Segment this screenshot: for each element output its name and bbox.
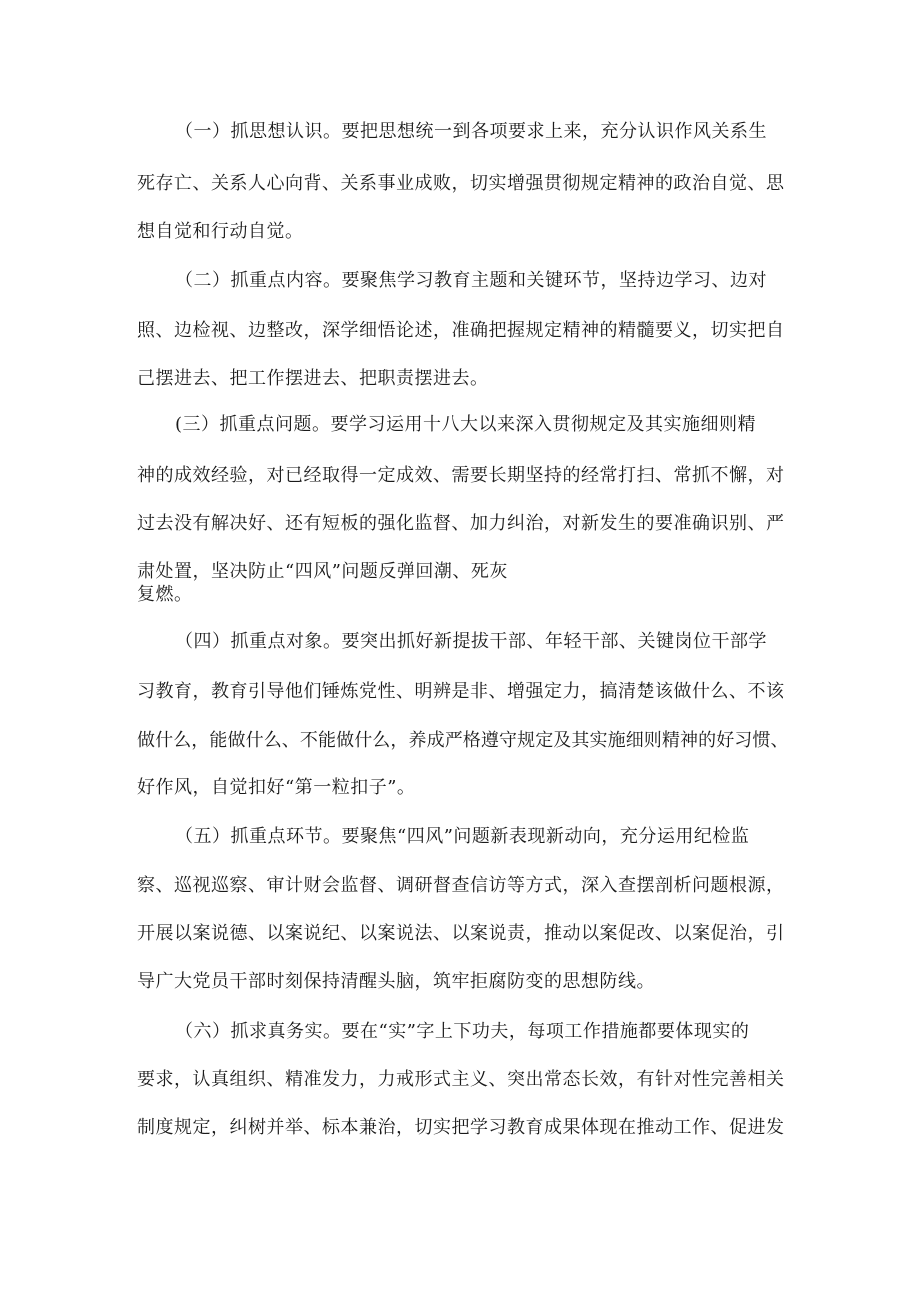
paragraph-4-line-2: 习教育，教育引导他们锤炼党性、明辨是非、增强定力，搞清楚该做什么、不该 <box>137 681 785 702</box>
paragraph-3-line-2: 神的成效经验，对已经取得一定成效、需要长期坚持的经常打扫、常抓不懈，对 <box>137 465 785 486</box>
paragraph-3-line-5: 复燃。 <box>137 584 193 605</box>
paragraph-1-line-1: （一）抓思想认识。要把思想统一到各项要求上来，充分认识作风关系生 <box>175 121 767 142</box>
paragraph-6-line-2: 要求，认真组织、精准发力，力戒形式主义、突出常态长效，有针对性完善相关 <box>137 1069 785 1090</box>
paragraph-4-line-3: 做什么，能做什么、不能做什么，养成严格遵守规定及其实施细则精神的好习惯、 <box>137 730 789 751</box>
paragraph-5-line-1: （五）抓重点环节。要聚焦“四风”问题新表现新动向，充分运用纪检监 <box>175 826 750 847</box>
paragraph-3-line-3: 过去没有解决好、还有短板的强化监督、加力纠治，对新发生的要准确识别、严 <box>137 513 785 534</box>
paragraph-5-line-4: 导广大党员干部时刻保持清醒头脑，筑牢拒腐防变的思想防线。 <box>137 971 655 992</box>
paragraph-5-line-3: 开展以案说德、以案说纪、以案说法、以案说责，推动以案促改、以案促治，引 <box>137 923 785 944</box>
paragraph-3-line-1: (三）抓重点问题。要学习运用十八大以来深入贯彻规定及其实施细则精 <box>175 414 757 435</box>
paragraph-6-line-1: （六）抓求真务实。要在“实”字上下功夫，每项工作措施都要体现实的 <box>175 1021 750 1042</box>
paragraph-2-line-2: 照、边检视、边整改，深学细悟论述，准确把握规定精神的精髓要义，切实把自 <box>137 320 785 341</box>
paragraph-5-line-2: 察、巡视巡察、审计财会监督、调研督查信访等方式，深入查摆剖析问题根源， <box>137 875 785 896</box>
paragraph-4-line-1: （四）抓重点对象。要突出抓好新提拔干部、年轻干部、关键岗位干部学 <box>175 631 767 652</box>
paragraph-3-line-4: 肃处置，坚决防止“四风”问题反弹回潮、死灰 <box>137 561 508 582</box>
paragraph-2-line-1: （二）抓重点内容。要聚焦学习教育主题和关键环节，坚持边学习、边对 <box>175 270 767 291</box>
paragraph-2-line-3: 己摆进去、把工作摆进去、把职责摆进去。 <box>137 368 489 389</box>
paragraph-1-line-3: 想自觉和行动自觉。 <box>137 221 304 242</box>
paragraph-4-line-4: 好作风，自觉扣好“第一粒扣子”。 <box>137 777 416 798</box>
paragraph-1-line-2: 死存亡、关系人心向背、关系事业成败，切实增强贯彻规定精神的政治自觉、思 <box>137 173 785 194</box>
paragraph-6-line-3: 制度规定，纠树并举、标本兼治，切实把学习教育成果体现在推动工作、促进发 <box>137 1117 785 1138</box>
